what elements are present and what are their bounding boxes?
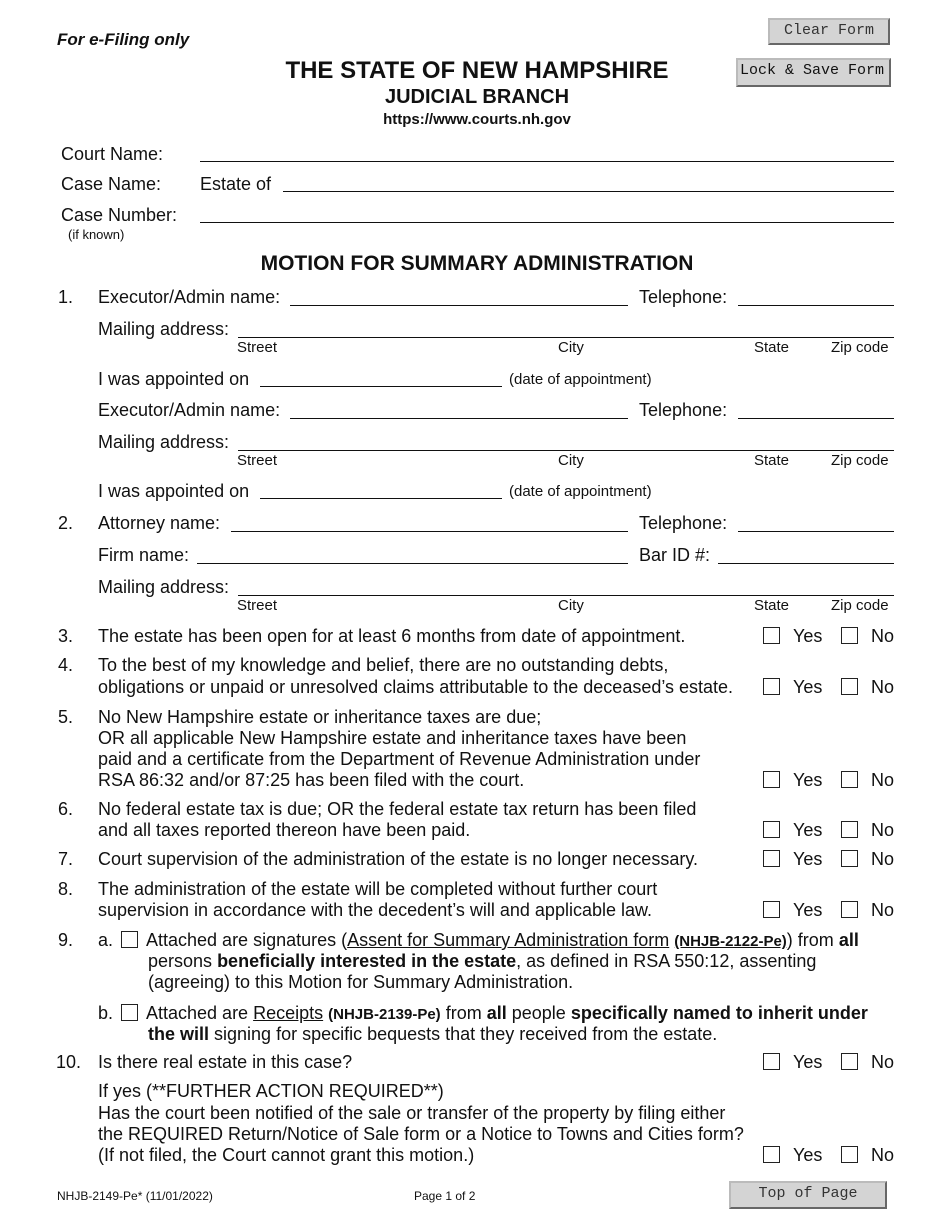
item-9b-checkbox[interactable] [121, 1004, 138, 1021]
telephone-field[interactable] [738, 418, 894, 419]
item-10-followup-no-checkbox[interactable] [841, 1146, 858, 1163]
state-label: State [754, 452, 790, 469]
item-8-no-checkbox[interactable] [841, 901, 858, 918]
city-label: City [558, 452, 584, 469]
item-9a-line2: persons beneficially interested in the estate, as defined in RSA 550:12, assenting [148, 951, 817, 971]
state-label: State [754, 339, 790, 356]
no-label: No [871, 1145, 895, 1165]
no-label: No [871, 900, 895, 920]
mailing-address-label: Mailing address: [98, 319, 230, 339]
no-label: No [871, 770, 895, 790]
item-number: 7. [58, 849, 74, 869]
item-10-followup-yes-checkbox[interactable] [763, 1146, 780, 1163]
item-number: 2. [58, 513, 74, 533]
firm-name-field[interactable] [197, 563, 628, 564]
street-label: Street [237, 339, 278, 356]
item-4-no-checkbox[interactable] [841, 678, 858, 695]
lock-save-form-button[interactable]: Lock & Save Form [736, 58, 891, 87]
item-3-yes-checkbox[interactable] [763, 627, 780, 644]
item-4-text-line2: obligations or unpaid or unresolved claims attributable to the deceased’s estate. [98, 677, 734, 697]
executor-name-label: Executor/Admin name: [98, 287, 281, 307]
item-4-text-line1: To the best of my knowledge and belief, there are no outstanding debts, [98, 655, 669, 675]
item-number: 9. [58, 930, 74, 950]
yes-label: Yes [793, 900, 823, 920]
item-6-text-line1: No federal estate tax is due; OR the federal estate tax return has been filed [98, 799, 697, 819]
appointed-on-label: I was appointed on [98, 369, 250, 389]
item-number: 3. [58, 626, 74, 646]
item-8-yes-checkbox[interactable] [763, 901, 780, 918]
item-10-followup-line2: Has the court been notified of the sale or transfer of the property by filing either [98, 1103, 726, 1123]
attorney-name-label: Attorney name: [98, 513, 221, 533]
item-9a-line3: (agreeing) to this Motion for Summary Administration. [148, 972, 574, 992]
item-10-yes-checkbox[interactable] [763, 1053, 780, 1070]
bar-id-field[interactable] [718, 563, 894, 564]
item-9b-line2: the will signing for specific bequests that they received from the estate. [148, 1024, 718, 1044]
telephone-field[interactable] [738, 305, 894, 306]
item-10-no-checkbox[interactable] [841, 1053, 858, 1070]
item-3-no-checkbox[interactable] [841, 627, 858, 644]
item-3-text: The estate has been open for at least 6 months from date of appointment. [98, 626, 686, 646]
assent-form-link[interactable]: Assent for Summary Administration form [347, 930, 670, 950]
court-name-label: Court Name: [61, 144, 164, 164]
item-9b-line1: Attached are Receipts (NHJB-2139-Pe) from all people specifically named to inherit under [146, 1003, 868, 1023]
telephone-label: Telephone: [639, 400, 728, 420]
mailing-address-label: Mailing address: [98, 577, 230, 597]
item-number: 1. [58, 287, 74, 307]
item-7-no-checkbox[interactable] [841, 850, 858, 867]
city-label: City [558, 597, 584, 614]
item-8-text-line1: The administration of the estate will be completed without further court [98, 879, 658, 899]
no-label: No [871, 849, 895, 869]
case-number-field[interactable] [200, 222, 894, 223]
state-title: THE STATE OF NEW HAMPSHIRE [285, 57, 669, 84]
yes-label: Yes [793, 770, 823, 790]
item-number: 10. [56, 1052, 82, 1072]
street-label: Street [237, 597, 278, 614]
yes-label: Yes [793, 626, 823, 646]
branch-title: JUDICIAL BRANCH [384, 86, 570, 108]
executor-name-field[interactable] [290, 305, 628, 306]
state-label: State [754, 597, 790, 614]
case-name-label: Case Name: [61, 174, 162, 194]
zip-label: Zip code [831, 597, 889, 614]
efiling-note: For e-Filing only [57, 30, 190, 49]
item-6-no-checkbox[interactable] [841, 821, 858, 838]
firm-name-label: Firm name: [98, 545, 190, 565]
appointment-date-field[interactable] [260, 498, 502, 499]
item-6-text-line2: and all taxes reported thereon have been paid. [98, 820, 471, 840]
mailing-address-label: Mailing address: [98, 432, 230, 452]
zip-label: Zip code [831, 452, 889, 469]
clear-form-button[interactable]: Clear Form [768, 18, 890, 45]
item-9a-checkbox[interactable] [121, 931, 138, 948]
page-number: Page 1 of 2 [414, 1189, 476, 1203]
street-label: Street [237, 452, 278, 469]
item-number: 4. [58, 655, 74, 675]
item-7-text: Court supervision of the administration of the estate is no longer necessary. [98, 849, 698, 869]
item-10-followup-line1: If yes (**FURTHER ACTION REQUIRED**) [98, 1081, 444, 1101]
item-5-text-line3: paid and a certificate from the Department of Revenue Administration under [98, 749, 701, 769]
telephone-label: Telephone: [639, 287, 728, 307]
item-7-yes-checkbox[interactable] [763, 850, 780, 867]
case-number-label: Case Number: [61, 205, 178, 225]
form-id: NHJB-2149-Pe* (11/01/2022) [57, 1189, 213, 1203]
item-8-text-line2: supervision in accordance with the decedent’s will and applicable law. [98, 900, 653, 920]
item-number: 8. [58, 879, 74, 899]
no-label: No [871, 626, 895, 646]
receipts-link[interactable]: Receipts [253, 1003, 324, 1023]
item-10-text: Is there real estate in this case? [98, 1052, 353, 1072]
no-label: No [871, 677, 895, 697]
court-name-field[interactable] [200, 161, 894, 162]
zip-label: Zip code [831, 339, 889, 356]
item-6-yes-checkbox[interactable] [763, 821, 780, 838]
form-title: MOTION FOR SUMMARY ADMINISTRATION [260, 252, 694, 275]
item-number: 5. [58, 707, 74, 727]
telephone-label: Telephone: [639, 513, 728, 533]
no-label: No [871, 1052, 895, 1072]
bar-id-label: Bar ID #: [639, 545, 711, 565]
if-known-note: (if known) [68, 227, 125, 242]
city-label: City [558, 339, 584, 356]
attorney-name-field[interactable] [231, 531, 628, 532]
no-label: No [871, 820, 895, 840]
yes-label: Yes [793, 1145, 823, 1165]
item-10-followup-line4: (If not filed, the Court cannot grant this motion.) [98, 1145, 475, 1165]
case-name-field[interactable] [283, 191, 894, 192]
executor-name-field[interactable] [290, 418, 628, 419]
date-of-appointment-note: (date of appointment) [509, 483, 652, 500]
mailing-address-field[interactable] [238, 337, 894, 338]
top-of-page-button[interactable]: Top of Page [729, 1181, 887, 1209]
item-5-yes-checkbox[interactable] [763, 771, 780, 788]
item-9a-prefix: a. [98, 930, 114, 950]
item-4-yes-checkbox[interactable] [763, 678, 780, 695]
yes-label: Yes [793, 849, 823, 869]
item-10-followup-line3: the REQUIRED Return/Notice of Sale form or a Notice to Towns and Cities form? [98, 1124, 744, 1144]
mailing-address-field[interactable] [238, 595, 894, 596]
item-9a-line1: Attached are signatures (Assent for Summary Administration form (NHJB-2122-Pe)) from all [146, 930, 859, 950]
appointment-date-field[interactable] [260, 386, 502, 387]
executor-name-label: Executor/Admin name: [98, 400, 281, 420]
item-5-no-checkbox[interactable] [841, 771, 858, 788]
yes-label: Yes [793, 677, 823, 697]
date-of-appointment-note: (date of appointment) [509, 371, 652, 388]
item-5-text-line2: OR all applicable New Hampshire estate and inheritance taxes have been [98, 728, 687, 748]
item-number: 6. [58, 799, 74, 819]
yes-label: Yes [793, 1052, 823, 1072]
appointed-on-label: I was appointed on [98, 481, 250, 501]
estate-of-label: Estate of [200, 174, 272, 194]
court-url[interactable]: https://www.courts.nh.gov [383, 111, 571, 128]
item-5-text-line1: No New Hampshire estate or inheritance taxes are due; [98, 707, 542, 727]
item-5-text-line4: RSA 86:32 and/or 87:25 has been filed with the court. [98, 770, 525, 790]
telephone-field[interactable] [738, 531, 894, 532]
mailing-address-field[interactable] [238, 450, 894, 451]
item-9b-prefix: b. [98, 1003, 114, 1023]
yes-label: Yes [793, 820, 823, 840]
